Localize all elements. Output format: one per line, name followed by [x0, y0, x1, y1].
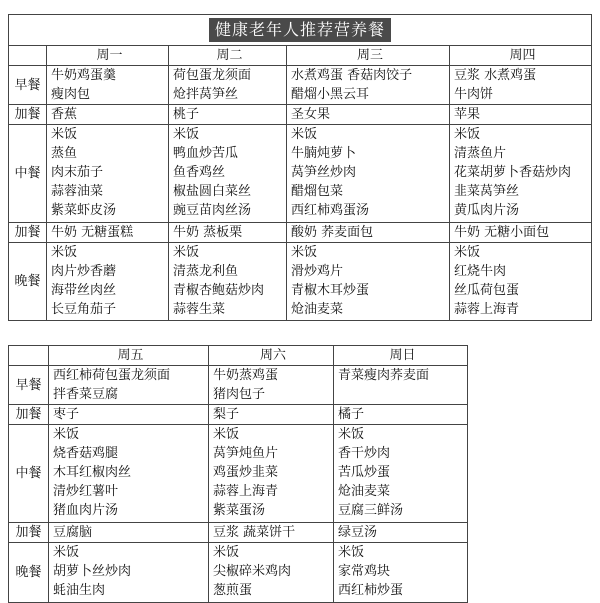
- meal-label: 加餐: [9, 405, 49, 425]
- meal-row: [9, 366, 468, 405]
- dish-item: 枣子: [53, 407, 80, 422]
- menu-cell: [209, 425, 334, 523]
- meal-row: [9, 405, 468, 425]
- meal-table-week-part1: [8, 14, 592, 321]
- menu-cell: [169, 105, 287, 125]
- dish-item: 蒜蓉上海青: [213, 484, 279, 499]
- day-header: 周二: [169, 46, 287, 66]
- meal-label: 加餐: [9, 523, 49, 543]
- dish-item: 瘦肉包: [51, 87, 91, 102]
- dish-item: 梨子: [213, 407, 240, 422]
- dish-item: 蒜蓉生菜: [173, 302, 226, 317]
- menu-cell: [450, 125, 592, 223]
- dish-item: 蒸鱼: [51, 146, 78, 161]
- dish-item: 牛奶 无糖蛋糕: [51, 225, 134, 240]
- dish-item: 青椒木耳炒蛋: [291, 283, 370, 298]
- dish-item: 紫菜虾皮汤: [51, 203, 117, 218]
- dish-item: 米饭: [53, 545, 80, 560]
- menu-cell: [450, 243, 592, 321]
- dish-item: 烧香菇鸡腿: [53, 446, 119, 461]
- meal-row: [9, 223, 592, 243]
- menu-cell: [334, 405, 468, 425]
- dish-item: 米饭: [213, 427, 240, 442]
- dish-item: 香干炒肉: [338, 446, 391, 461]
- meal-label: 加餐: [9, 105, 47, 125]
- dish-item: 炝拌莴笋丝: [173, 87, 239, 102]
- dish-item: 紫菜蛋汤: [213, 503, 266, 518]
- day-header: 周四: [450, 46, 592, 66]
- dish-item: 蒜蓉上海青: [454, 302, 520, 317]
- dish-item: 木耳红椒肉丝: [53, 465, 132, 480]
- menu-cell: [209, 543, 334, 603]
- dish-item: 米饭: [173, 127, 200, 142]
- dish-item: 红烧牛肉: [454, 264, 507, 279]
- dish-item: 莴笋丝炒肉: [291, 165, 357, 180]
- dish-item: 胡萝卜丝炒肉: [53, 564, 132, 579]
- menu-cell: [450, 66, 592, 105]
- dish-item: 家常鸡块: [338, 564, 391, 579]
- dish-item: 清蒸龙利鱼: [173, 264, 239, 279]
- dish-item: 米饭: [291, 127, 318, 142]
- menu-cell: [209, 523, 334, 543]
- dish-item: 牛肉饼: [454, 87, 494, 102]
- dish-item: 肉末茄子: [51, 165, 104, 180]
- meal-row: [9, 243, 592, 321]
- meal-row: [9, 66, 592, 105]
- dish-item: 米饭: [51, 245, 78, 260]
- dish-item: 米饭: [53, 427, 80, 442]
- menu-cell: [47, 243, 169, 321]
- day-header: 周三: [287, 46, 450, 66]
- meal-row: [9, 125, 592, 223]
- page-title: 健康老年人推荐营养餐: [209, 18, 391, 42]
- dish-item: 牛奶 无糖小面包: [454, 225, 550, 240]
- dish-item: 豆腐脑: [53, 525, 93, 540]
- menu-cell: [47, 223, 169, 243]
- dish-item: 酸奶 荞麦面包: [291, 225, 374, 240]
- dish-item: 清炒红薯叶: [53, 484, 119, 499]
- meal-label: 早餐: [9, 66, 47, 105]
- dish-item: 米饭: [291, 245, 318, 260]
- dish-item: 鸡蛋炒韭菜: [213, 465, 279, 480]
- dish-item: 圣女果: [291, 107, 331, 122]
- dish-item: 猪血肉片汤: [53, 503, 119, 518]
- menu-cell: [169, 125, 287, 223]
- dish-item: 米饭: [454, 245, 481, 260]
- dish-item: 橘子: [338, 407, 365, 422]
- meal-label: 加餐: [9, 223, 47, 243]
- dish-item: 海带丝肉丝: [51, 283, 117, 298]
- meal-label: 晚餐: [9, 543, 49, 603]
- dish-item: 长豆角茄子: [51, 302, 117, 317]
- dish-item: 豆浆 蔬菜饼干: [213, 525, 296, 540]
- dish-item: 绿豆汤: [338, 525, 378, 540]
- dish-item: 荷包蛋龙须面: [173, 68, 252, 83]
- meal-label: 早餐: [9, 366, 49, 405]
- dish-item: 青椒杏鲍菇炒肉: [173, 283, 265, 298]
- dish-item: 豆浆 水煮鸡蛋: [454, 68, 537, 83]
- dish-item: 米饭: [213, 545, 240, 560]
- dish-item: 蒜蓉油菜: [51, 184, 104, 199]
- menu-cell: [450, 105, 592, 125]
- dish-item: 牛奶鸡蛋羹: [51, 68, 117, 83]
- meal-label: 中餐: [9, 425, 49, 523]
- dish-item: 西红柿鸡蛋汤: [291, 203, 370, 218]
- dish-item: 韭菜莴笋丝: [454, 184, 520, 199]
- dish-item: 炝油麦菜: [291, 302, 344, 317]
- day-header: 周六: [209, 346, 334, 366]
- day-header: 周一: [47, 46, 169, 66]
- menu-cell: [169, 66, 287, 105]
- dish-item: 鱼香鸡丝: [173, 165, 226, 180]
- menu-cell: [49, 366, 209, 405]
- menu-cell: [334, 543, 468, 603]
- dish-item: 米饭: [338, 427, 365, 442]
- dish-item: 丝瓜荷包蛋: [454, 283, 520, 298]
- dish-item: 尖椒碎米鸡肉: [213, 564, 292, 579]
- dish-item: 香蕉: [51, 107, 78, 122]
- day-header: 周五: [49, 346, 209, 366]
- dish-item: 葱煎蛋: [213, 583, 253, 598]
- dish-item: 蚝油生肉: [53, 583, 106, 598]
- menu-cell: [334, 366, 468, 405]
- menu-cell: [47, 66, 169, 105]
- dish-item: 炝油麦菜: [338, 484, 391, 499]
- meal-row: [9, 425, 468, 523]
- menu-cell: [287, 66, 450, 105]
- menu-cell: [49, 405, 209, 425]
- meal-row: [9, 523, 468, 543]
- dish-item: 青菜瘦肉荞麦面: [338, 368, 430, 383]
- dish-item: 牛奶 蒸板栗: [173, 225, 243, 240]
- dish-item: 西红柿炒蛋: [338, 583, 404, 598]
- dish-item: 滑炒鸡片: [291, 264, 344, 279]
- menu-cell: [47, 105, 169, 125]
- menu-cell: [450, 223, 592, 243]
- dish-item: 水煮鸡蛋 香菇肉饺子: [291, 68, 413, 83]
- menu-cell: [287, 243, 450, 321]
- dish-item: 西红柿荷包蛋龙须面: [53, 368, 171, 383]
- dish-item: 牛奶蒸鸡蛋: [213, 368, 279, 383]
- dish-item: 桃子: [173, 107, 200, 122]
- dish-item: 肉片炒香蘑: [51, 264, 117, 279]
- meal-row: [9, 105, 592, 125]
- menu-cell: [49, 543, 209, 603]
- day-header: 周日: [334, 346, 468, 366]
- dish-item: 猪肉包子: [213, 387, 266, 402]
- dish-item: 花菜胡萝卜香菇炒肉: [454, 165, 572, 180]
- dish-item: 米饭: [454, 127, 481, 142]
- dish-item: 苹果: [454, 107, 481, 122]
- dish-item: 苦瓜炒蛋: [338, 465, 391, 480]
- dish-item: 莴笋炖鱼片: [213, 446, 279, 461]
- meal-label: 晚餐: [9, 243, 47, 321]
- meal-row: [9, 543, 468, 603]
- dish-item: 黄瓜肉片汤: [454, 203, 520, 218]
- menu-cell: [287, 125, 450, 223]
- dish-item: 拌香菜豆腐: [53, 387, 119, 402]
- menu-cell: [49, 425, 209, 523]
- dish-item: 清蒸鱼片: [454, 146, 507, 161]
- dish-item: 米饭: [338, 545, 365, 560]
- dish-item: 鸭血炒苦瓜: [173, 146, 239, 161]
- menu-cell: [169, 243, 287, 321]
- meal-label: 中餐: [9, 125, 47, 223]
- menu-cell: [209, 405, 334, 425]
- menu-cell: [334, 523, 468, 543]
- dish-item: 醋熘小黑云耳: [291, 87, 370, 102]
- menu-cell: [49, 523, 209, 543]
- meal-table-week-part2: [8, 345, 468, 603]
- dish-item: 牛腩炖萝卜: [291, 146, 357, 161]
- dish-item: 米饭: [173, 245, 200, 260]
- dish-item: 醋熘包菜: [291, 184, 344, 199]
- menu-cell: [287, 223, 450, 243]
- menu-cell: [334, 425, 468, 523]
- dish-item: 米饭: [51, 127, 78, 142]
- dish-item: 豌豆苗肉丝汤: [173, 203, 252, 218]
- menu-cell: [209, 366, 334, 405]
- dish-item: 豆腐三鲜汤: [338, 503, 404, 518]
- menu-cell: [287, 105, 450, 125]
- dish-item: 椒盐圆白菜丝: [173, 184, 252, 199]
- menu-cell: [169, 223, 287, 243]
- menu-cell: [47, 125, 169, 223]
